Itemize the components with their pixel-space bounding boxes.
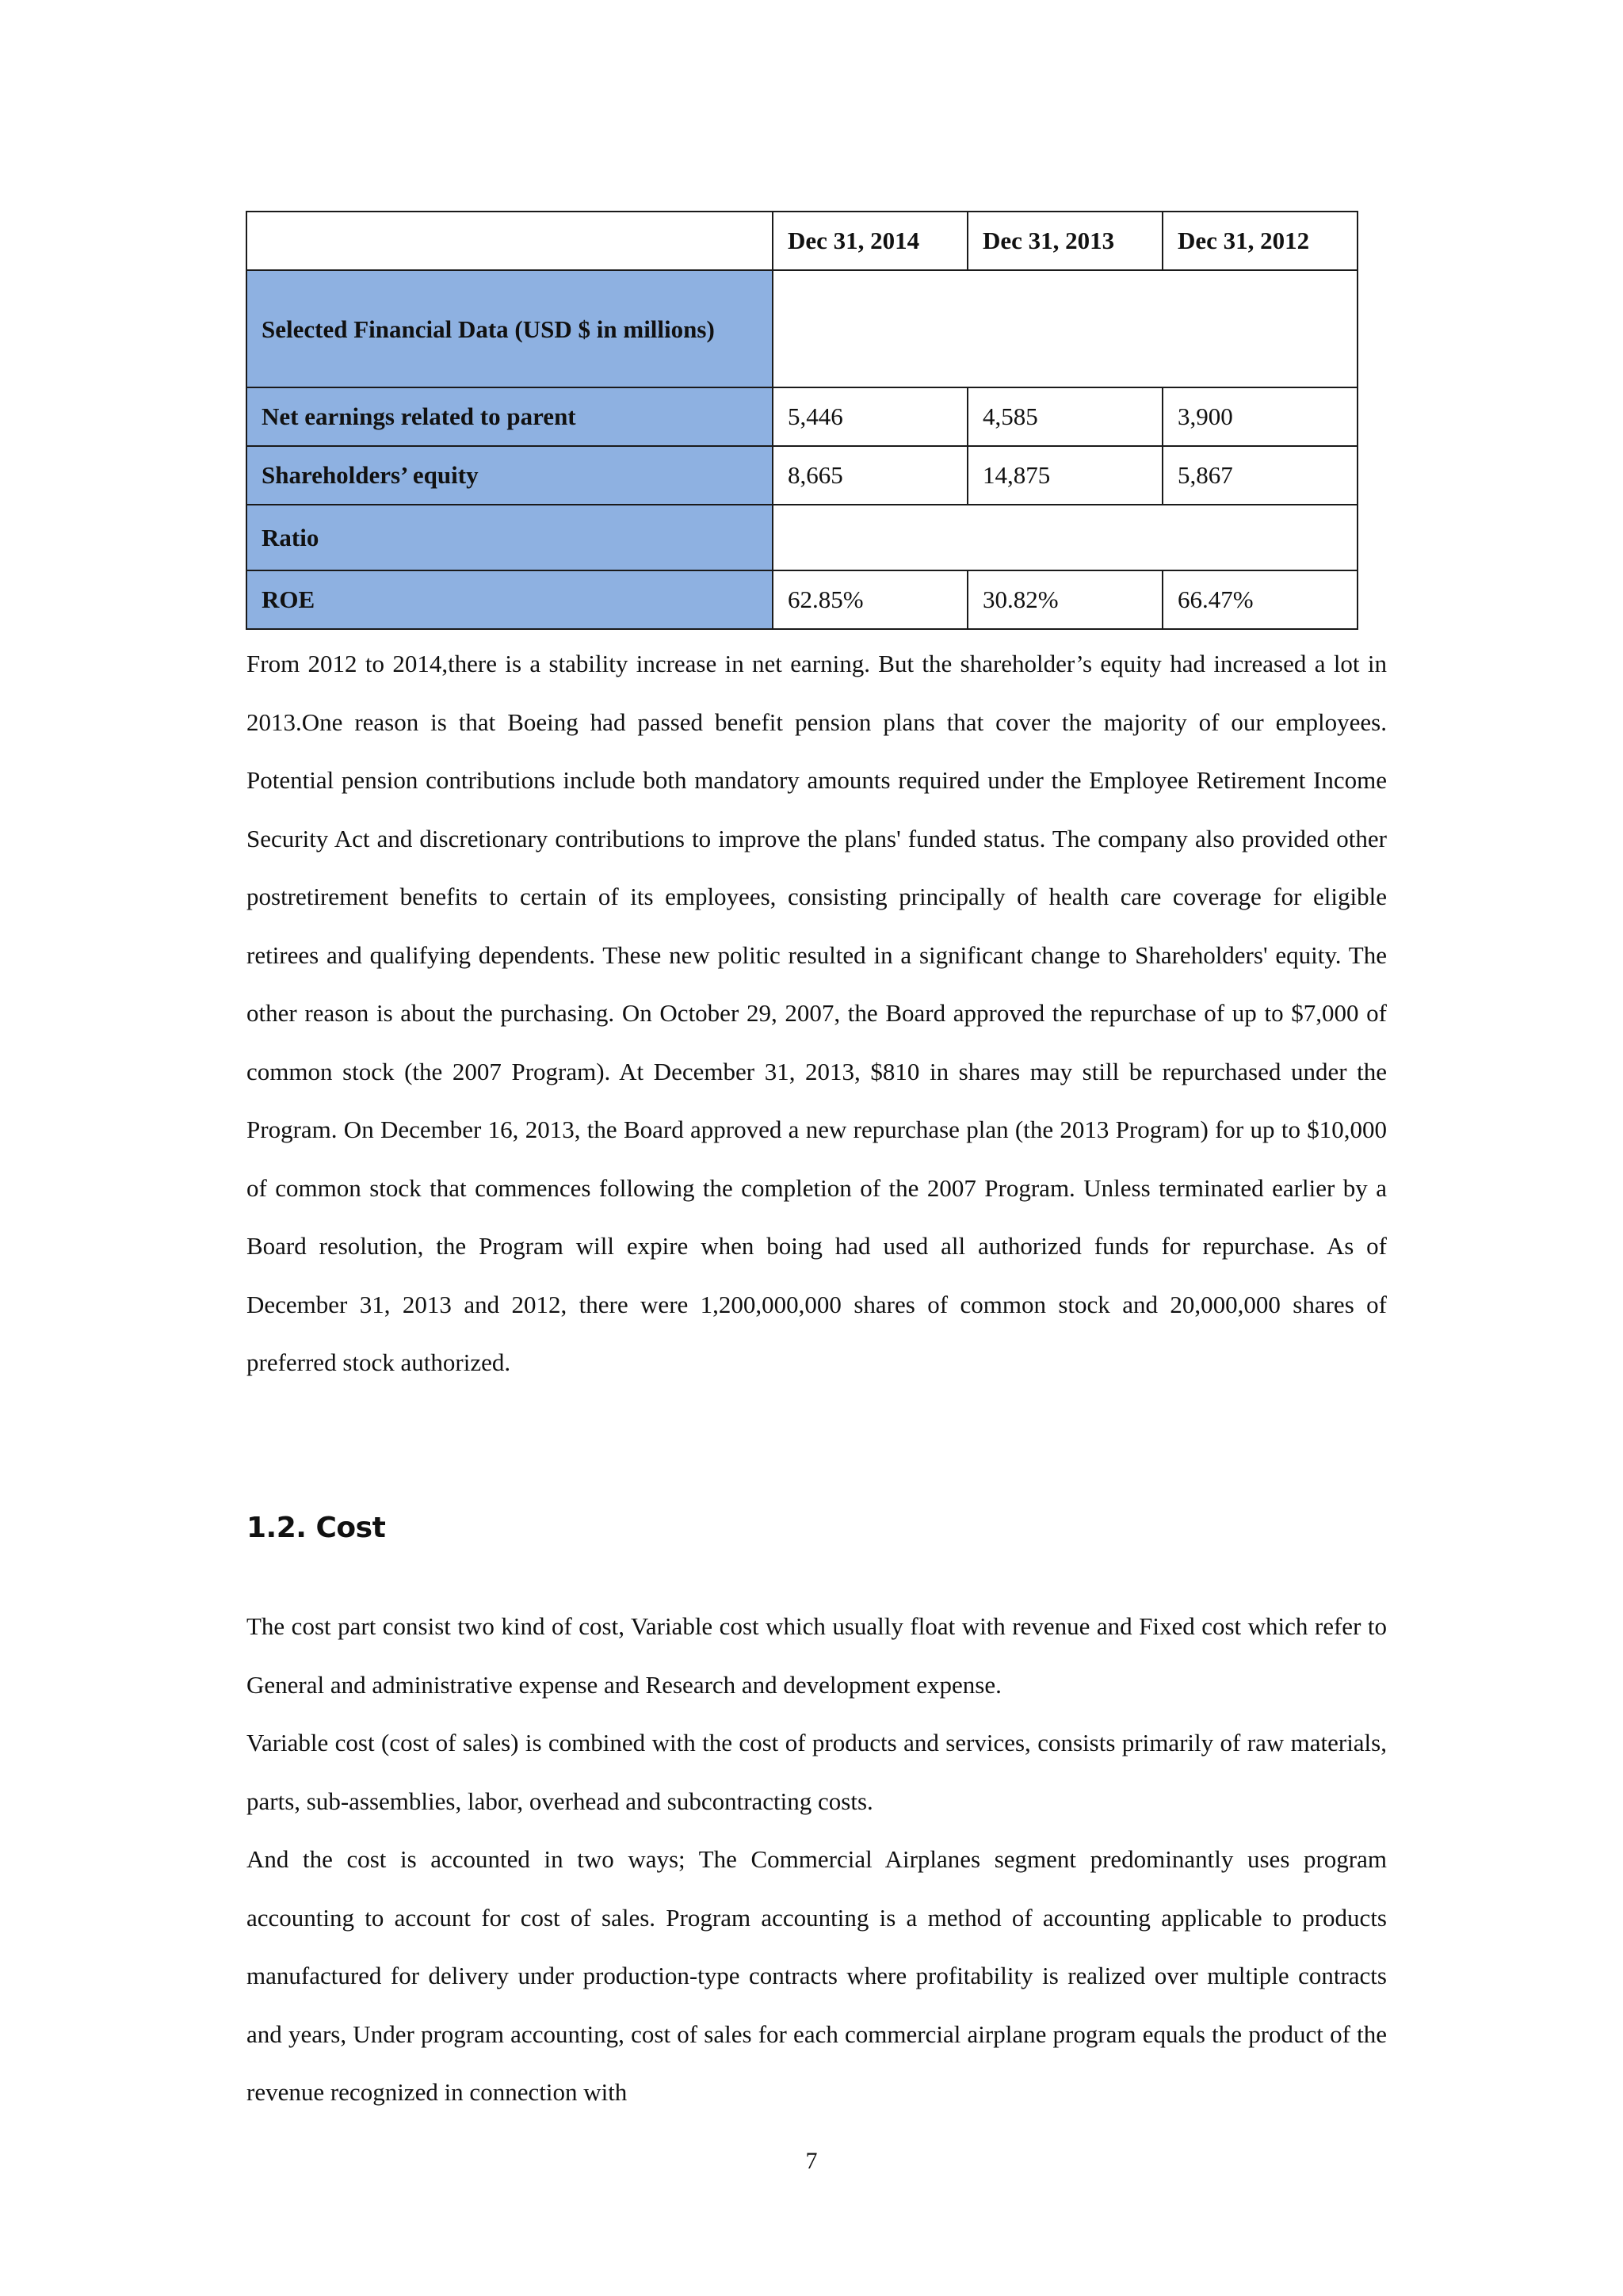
section-heading: 1.2. Cost <box>246 1512 386 1544</box>
table-header-cell-2013: Dec 31, 2013 <box>968 212 1163 270</box>
table-row <box>246 570 1358 629</box>
row-label-selected-financial-data: Selected Financial Data (USD $ in millions) <box>246 270 773 387</box>
body-paragraph-equity-analysis: From 2012 to 2014,there is a stability increase in net earning. But the shareholder’s equity had increased a lot in 2013.One reason is that Boeing had passed benefit pension plans that cover the majority of our employees. Potential pension contributions include both mandatory amounts required under the Employee Retirement Income Security Act and discretionary contributions to improve the plans' funded status. The company also provided other postretirement benefits to certain of its employees, consisting principally of health care coverage for eligible retirees and qualifying dependents. These new politic resulted in a significant change to Shareholders' equity. The other reason is about the purchasing. On October 29, 2007, the Board approved the repurchase of up to $7,000 of common stock (the 2007 Program). At December 31, 2013, $810 in shares may still be repurchased under the Program. On December 16, 2013, the Board approved a new repurchase plan (the 2013 Program) for up to $10,000 of common stock that commences following the completion of the 2007 Program. Unless terminated earlier by a Board resolution, the Program will expire when boing had used all authorized funds for repurchase. As of December 31, 2013 and 2012, there were 1,200,000,000 shares of common stock and 20,000,000 shares of preferred stock authorized. <box>246 650 1387 1376</box>
empty-merged-cell <box>773 505 1358 570</box>
row-label-shareholders-equity: Shareholders’ equity <box>246 446 773 505</box>
table-header-cell-2014: Dec 31, 2014 <box>773 212 968 270</box>
table-header-cell-2012: Dec 31, 2012 <box>1163 212 1358 270</box>
table-row <box>246 270 1358 387</box>
page-number: 7 <box>805 2148 818 2174</box>
row-label-roe: ROE <box>246 570 773 629</box>
table-header-row <box>246 212 1358 270</box>
table-cell: 62.85% <box>773 570 968 629</box>
body-paragraph-variable-cost: Variable cost (cost of sales) is combined with the cost of products and services, consists primarily of raw materials, parts, sub-assemblies, labor, overhead and subcontracting costs. <box>246 1729 1387 1815</box>
table-row <box>246 387 1358 446</box>
table-cell: 3,900 <box>1163 387 1358 446</box>
row-label-net-earnings: Net earnings related to parent <box>246 387 773 446</box>
table-cell: 4,585 <box>968 387 1163 446</box>
table-cell: 66.47% <box>1163 570 1358 629</box>
table-header-cell-empty <box>246 212 773 270</box>
empty-merged-cell <box>773 270 1358 387</box>
table-row <box>246 505 1358 570</box>
body-paragraph-cost-overview: The cost part consist two kind of cost, Variable cost which usually float with revenue and Fixed cost which refer to General and administrative expense and Research and development expense. <box>246 1612 1387 1699</box>
table-cell: 30.82% <box>968 570 1163 629</box>
table-row <box>246 446 1358 505</box>
row-label-ratio: Ratio <box>246 505 773 570</box>
table-cell: 5,867 <box>1163 446 1358 505</box>
table-cell: 8,665 <box>773 446 968 505</box>
table-cell: 5,446 <box>773 387 968 446</box>
table-cell: 14,875 <box>968 446 1163 505</box>
financial-data-table <box>246 211 1358 630</box>
body-paragraph-cost-accounting: And the cost is accounted in two ways; The Commercial Airplanes segment predominantly uses program accounting to account for cost of sales. Program accounting is a method of accounting applicable to products manufactured for delivery under production-type contracts where profitability is realized over multiple contracts and years, Under program accounting, cost of sales for each commercial airplane program equals the product of the revenue recognized in connection with <box>246 1845 1387 2106</box>
